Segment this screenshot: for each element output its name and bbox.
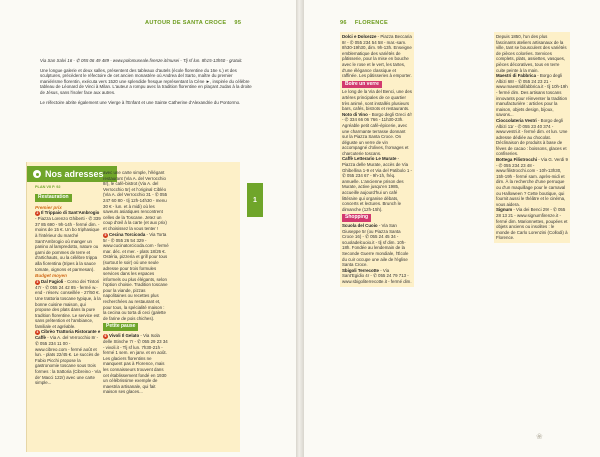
map-pin-icon xyxy=(33,170,41,178)
sbigoli-continued: Depuis 1850, l'un des plus fascinants ateliers artisanaux de la ville, tant se bousculent des variétés de pièces colorées. Services complets, plats, assiettes, vasques, pièces décoratives, tous en terre cuite peinte à la main. xyxy=(496,34,567,73)
entry-name: Signum xyxy=(496,207,513,213)
entry-number: 4 xyxy=(36,330,39,335)
entry-name: Dal Fagioli xyxy=(41,278,64,284)
entry-name: Caffè Letterario Le Murate xyxy=(342,156,397,162)
entry-maestri xyxy=(496,73,568,118)
cibreo-continued: avec une carte simple, l'élégant restaurant (Via A. del Verrocchio 8r), le café-bistrot (Via A. del Verrocchio 5r) et l'original Ciblèo (Via A. del Verrocchio 31 - ✆ 055 247 60 80 - tlj 12h-14h30 - menu 30 € - lun. et à midi) où les saveurs asiatiques rencontrent celles de la Toscane. Jetez un coup d'œil à la carte (et aux prix) et choisissez la vous tenter ! xyxy=(103,170,168,231)
running-head-title: AUTOUR DE SANTA CROCE xyxy=(145,20,227,26)
entry-number: 6 xyxy=(104,334,107,339)
budget-moyen-label: Budget moyen xyxy=(35,273,67,279)
page-number: 96 xyxy=(340,20,347,26)
entry-text: - Via dei Benci 29r - ✆ 055 28 13 21 - www.signumfirenze.it - fermé dim. Marionnettes, poupées et objets anciens ou insolites : le monde de Carlo Lorenzini (Collodi) à Florence. xyxy=(496,207,568,241)
entry-noto xyxy=(342,112,412,157)
intro-text xyxy=(40,58,252,109)
entry-name: Scuola del Cuoio xyxy=(342,223,378,228)
entry-text: - Via G. Verdi 9 - ✆ 055 234 23 48 - www.filistrocchi.com - 10h-13h30, 15h-19h - fermé sam. après-midi et dim. À la recherche d'une perruque ou d'un maquillage pour le carnaval ou Halloween ? Cette boutique, qui fournit aussi le théâtre et le cinéma, vous aidera. xyxy=(496,157,568,207)
section-shopping: Shopping xyxy=(342,214,371,222)
verre-intro: Le long de la Via del Benci, une des artères principales de ce quartier très animé, sont installés plusieurs bars, cafés, bistrots et restaurants. xyxy=(342,89,412,112)
addresses-title-text: Nos adresses xyxy=(45,169,104,179)
entry-name: Bottega Filistrocchi xyxy=(496,157,537,163)
entry-name: Cibrèo Trattoria Ristorante e Caffè xyxy=(35,329,101,341)
running-head-title: FLORENCE xyxy=(354,20,388,26)
running-head-right xyxy=(340,20,388,26)
entry-text: - Via Isola delle Stinche 7r - ✆ 055 29 23 34 - vivoli.it - Tlj sf lun. 7h30-21h - fermé 1 sem. en janv. et en août. Les glaciers florentins ne manquent pas à Florence, mais les connaisseurs trouvent dans cet établissement fondé en 1930 un célébrissime exemple de maestria artisanale, qui fait maison ses glaces... xyxy=(103,333,168,395)
right-column-1 xyxy=(340,32,414,287)
entry-number: 2 xyxy=(36,211,39,216)
intro-paragraph-1: Une longue galerie et deux salles, présentent des tableaux d'autels (école florentine du 16e s.) et des sculptures, précèdent le réfectoire de cet ancien monastère où Andrea del Sarto, maître du premier maniérisme florentin, exécuta vers 1520 une splendide fresque représentant la Cène ►, inspirée du célèbre tableau de Léonard de Vinci à Milan. L'auteur a rompu avec la tradition florentine en plaçant Judas à la droite de Jésus, sans l'isoler face aux autres. xyxy=(40,67,252,95)
section-boire-un-verre: Boire un verre xyxy=(342,81,382,89)
plan-reference: PLAN VII P. 92 xyxy=(35,185,61,189)
addresses-column-2 xyxy=(103,170,169,395)
entry-name: Dolci e Dolcezze xyxy=(342,34,377,39)
premier-prix-label: Premier prix xyxy=(35,204,62,210)
chapter-tab: 1 xyxy=(247,183,263,217)
entry-sbigoli xyxy=(342,268,412,285)
entry-bottega xyxy=(496,157,568,207)
entry-scuola-del-cuoio xyxy=(342,223,412,268)
entry-text: - Piazza delle Murate, accès de Via Ghibellina 1-9 et Via del Patibolo 1 - ✆ 055 234 67 - 9h-1h, fréq. annuelle. L'ancienne prison des Murate, active jusqu'en 1985, accueille aujourd'hui un café littéraire qui organise débats, concerts et lectures. Brunch le dimanche (12h-15h). xyxy=(342,156,412,212)
entry-number: 5 xyxy=(104,232,107,237)
intro-paragraph-2: Le réfectoire abrite également une Vierge à l'Enfant et une Sainte Catherine d'Alexandrie du Pontormo. xyxy=(40,99,241,105)
entry-dolci xyxy=(342,34,412,79)
flower-ornament-icon: ❀ xyxy=(536,432,543,441)
addresses-box xyxy=(26,162,240,452)
entry-name: Maestri di Fabbrica xyxy=(496,73,537,79)
entry-text: - Via San Giuseppe 5r (ou Piazza Santa Croce 16) - ✆ 055 24 45 34 - scuoladelcuoio.it - tlj sf dim. 10h-18h. Fondée au lendemain de la Seconde Guerre mondiale, l'École du cuir occupe une aile de l'église Santa Croce. xyxy=(342,223,409,268)
entry-text: - Piazza Lorenzo Ghiberti - ✆ 339 37 85 690 - 9h-14h - fermé dim. - moins de 15 €. Un bo triphasique à l'intérieur du marché Sant'Ambrogio où manger un panino al lampredotto, nature ou garni de pommes de terre et d'artichauts, ou la célèbre trippa alla fiorentina (tripes à la sauce tomate, oignons et parmesan). xyxy=(35,216,101,272)
entry-text: - Via Sant'Egidio 4r - ✆ 055 24 79 713 - www.sbigoliterrecotte.it - fermé dim. xyxy=(342,267,412,284)
entry-signum xyxy=(496,207,568,241)
entry-dal-fagioli xyxy=(35,279,101,330)
entry-text: - Via A. del Verrocchio 8r - ✆ 055 234 11 00 - www.cibreo.com - fermé août et lun. - plats 22/45 €. Le succès de Fabio Picchi propose la gastronomie toscane sous trois formes : la trattoria (Cibreino - Via de' Macci 122r) avec une carte simple... xyxy=(35,335,101,386)
entry-vivoli xyxy=(103,333,169,395)
right-column-2 xyxy=(494,32,570,243)
running-head-left xyxy=(145,20,241,26)
entry-text: - Piazza Beccaria 8r - ✆ 055 234 54 58 - mar.-sam. 8h30-19h30, dim. 9h-13h. Enseigne emblematique des variétés de pâtisserie, pour la mise en bouche avec le rose et le vert, les tartes, d'une élégance classique et raffinée. Les pâtisseries à emporter. xyxy=(342,34,412,79)
entry-name: Sbigoli Terrecotte xyxy=(342,267,380,273)
book-gutter xyxy=(296,0,304,457)
entry-text: - Borgo degli Albizi 11r - ✆ 055 23 40 374 - www.vestri.it - fermé dim. et lun. Une adresse dédiée au chocolat. Déclinaison de produits à base de fèves de cacao : boissons, glaces et confiseries. xyxy=(496,117,568,157)
right-page xyxy=(304,0,600,457)
entry-caffe-letterario xyxy=(342,156,412,212)
addresses-column-1 xyxy=(35,192,101,386)
entry-text: - Corso dei Tintori 47r - ✆ 055 24 42 85 - fermé w.-end - réserv. conseillée - 27/50 €. Une trattoria toscane typique, à la bonne cuisine maison, qui propose des plats dans la pure tradition florentine. Le service est sans prétention et l'ambiance, familiale et agréable. xyxy=(35,278,101,329)
entry-cibreo xyxy=(35,329,101,385)
entry-number: 3 xyxy=(36,279,39,284)
entry-cioccolateria xyxy=(496,118,568,157)
left-page xyxy=(0,0,296,457)
intro-address: Via San Salvi 16 - ✆ 055 06 49 489 - www.polomuseale.firenze.it/musei - Tlj sf lun. 8h15-13h50 - gratuit. xyxy=(40,58,243,63)
entry-name: Cioccolateria Vestri xyxy=(496,117,537,123)
entry-name: Cecina Torcicoda xyxy=(109,231,146,237)
entry-name: Noto di Vino xyxy=(342,111,368,117)
section-petite-pause: Petite pause xyxy=(103,323,138,331)
entry-name: Vivoli Il Gelato xyxy=(109,333,140,339)
section-restauration: Restauration xyxy=(35,194,72,202)
entry-trippaio xyxy=(35,210,101,272)
entry-name: Il Trippaio di Sant'Ambrogio xyxy=(41,210,100,216)
entry-text: - Via Torta 5r - ✆ 055 26 54 329 - www.cucinatorcicoda.com - fermé mar. déc. et mer. - plats 18/26 €. Ostéria, pizzeria et grill pour tous (surtout le soir) où une seule adresse pour trois formules services dans les espaces informels ou plus élégants, selon l'option choisie. Tradition toscane pour la viande, pizzas napolitaines ou recettes plus recherchées au restaurant et, pour tous, la spécialité maison : la cecina ou torta di ceci (galette de farine de pois chiches). xyxy=(103,231,169,321)
page-number: 95 xyxy=(234,20,242,26)
entry-cecina xyxy=(103,232,169,322)
entry-text: - Borgo degli Albizi 68r - ✆ 055 24 23 21 - www.maestridifabbrica.it - tlj 10h-19h - fermé dim. Des artisans toscans innovants pour réinventer la tradition manufacturière : articles pour la maison, objets design, bijoux, savons... xyxy=(496,73,568,118)
entry-text: - Borgo degli Greci 4/r - ✆ 334 66 06 766 - 11h30-23h. Agréable petit café-épicerie, avec une charmante terrasse donnant sur la Piazza Santa Croce. On déguste un verre de vin accompagné d'olives, fromages et charcuterie toscans. xyxy=(342,111,412,156)
